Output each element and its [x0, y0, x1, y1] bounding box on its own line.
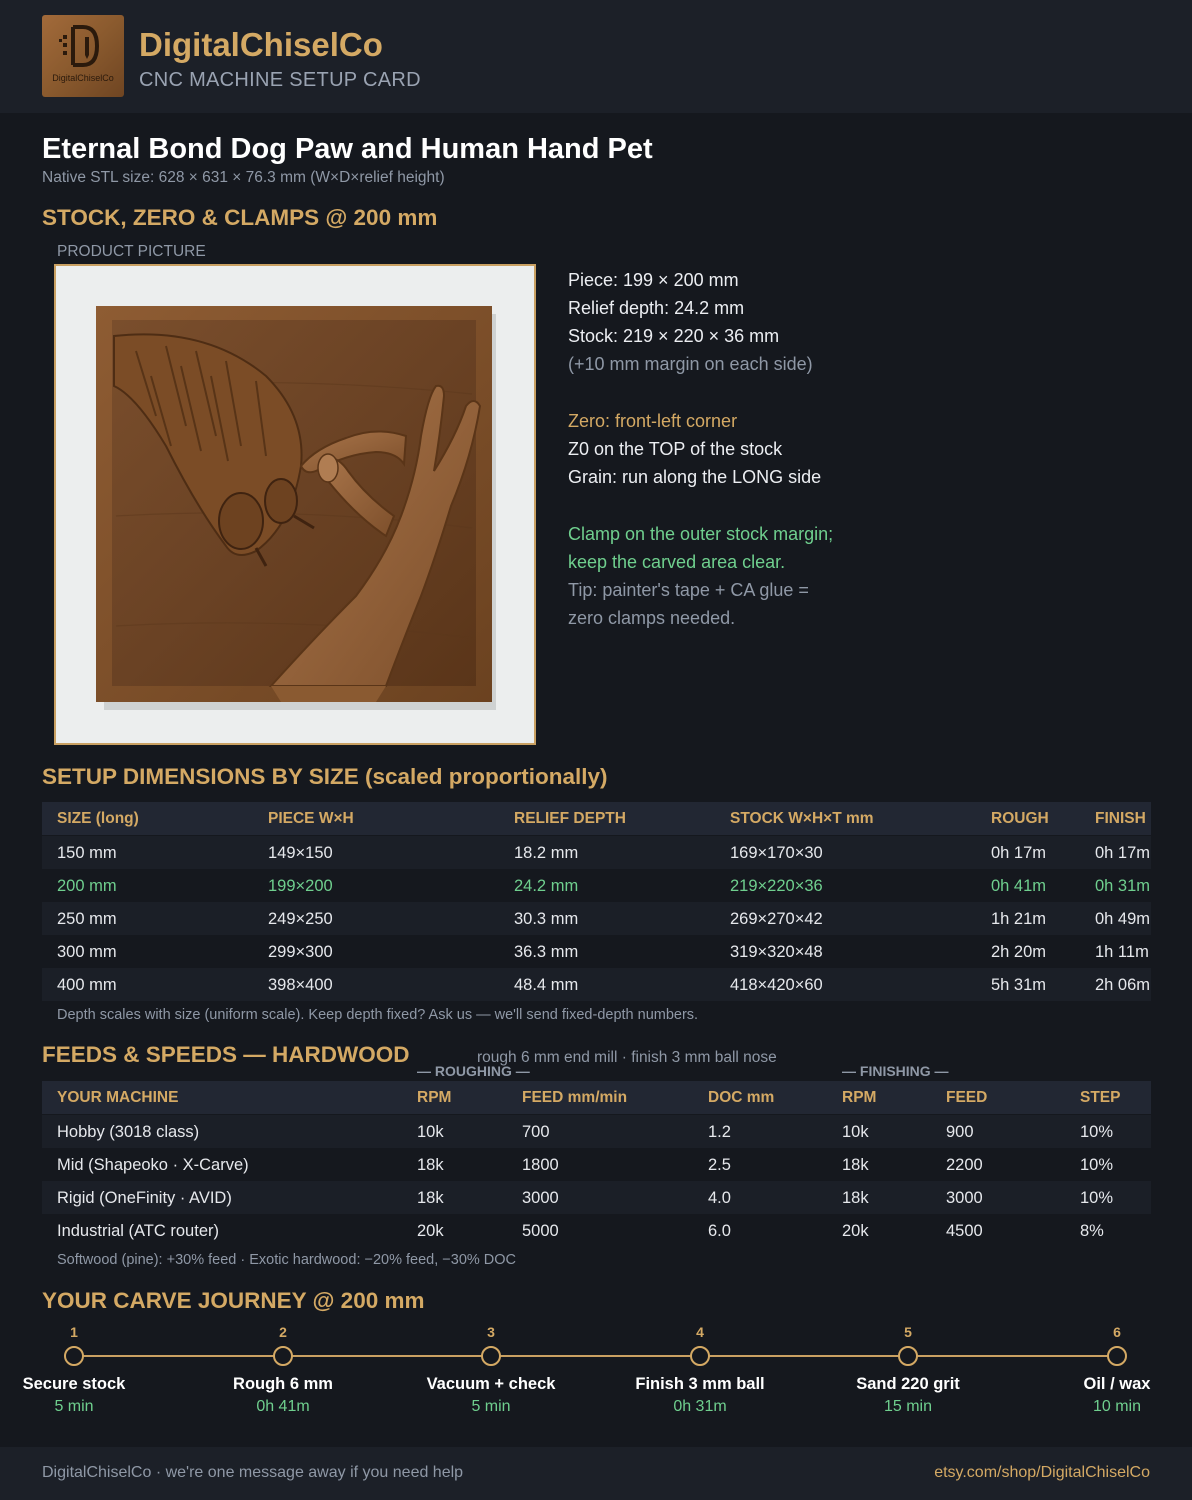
feeds-header-row: [42, 1081, 1151, 1114]
cell-step: 10%: [1080, 1189, 1114, 1207]
cell-step: 8%: [1080, 1222, 1104, 1240]
cell-piece: 398×400: [268, 976, 333, 994]
cell-feed: 700: [522, 1123, 550, 1141]
stock-piece: Piece: 199 × 200 mm: [568, 270, 739, 290]
step-dot: [690, 1346, 710, 1366]
col-rough-rpm: RPM: [417, 1089, 452, 1106]
cell-rough: 0h 41m: [991, 877, 1047, 895]
step-label: Sand 220 grit: [856, 1375, 960, 1393]
cell-feed: 5000: [522, 1222, 559, 1240]
cell-machine: Industrial (ATC router): [57, 1222, 219, 1240]
table-row: [42, 1181, 1151, 1214]
stock-size: Stock: 219 × 220 × 36 mm: [568, 326, 780, 346]
col-finish-rpm: RPM: [842, 1089, 877, 1106]
step-label: Rough 6 mm: [233, 1375, 333, 1393]
cell-stock: 418×420×60: [730, 976, 823, 994]
step-dot: [481, 1346, 501, 1366]
journey-timeline: [74, 1355, 1118, 1357]
cell-stock: 169×170×30: [730, 844, 823, 862]
col-finish-feed: FEED: [946, 1089, 988, 1106]
step-number: 2: [279, 1324, 287, 1340]
step-time: 0h 41m: [256, 1398, 310, 1415]
col-size: SIZE (long): [57, 810, 139, 827]
step-label: Finish 3 mm ball: [635, 1375, 765, 1393]
step-time: 10 min: [1092, 1398, 1142, 1415]
step-label: Oil / wax: [1083, 1375, 1151, 1393]
cell-finish: 0h 17m: [1095, 844, 1151, 862]
cell-doc: 1.2: [708, 1123, 731, 1141]
step-label: Secure stock: [22, 1375, 126, 1393]
brand-logo: [42, 15, 124, 97]
chisel-logo-icon: [59, 21, 107, 71]
step-dot: [898, 1346, 918, 1366]
step-number: 1: [70, 1324, 78, 1340]
cell-rough: 0h 17m: [991, 844, 1047, 862]
cell-doc: 6.0: [708, 1222, 731, 1240]
dims-note: Depth scales with size (uniform scale). Keep depth fixed? Ask us — we'll send fixed-depth numbers.: [57, 1007, 699, 1023]
cell-rpm: 18k: [417, 1189, 444, 1207]
shop-link[interactable]: etsy.com/shop/DigitalChiselCo: [934, 1464, 1150, 1481]
product-picture: [54, 264, 536, 745]
cell-size: 250 mm: [57, 910, 117, 928]
step-number: 5: [904, 1324, 912, 1340]
col-doc: DOC mm: [708, 1089, 775, 1106]
grain-note: Grain: run along the LONG side: [568, 467, 822, 487]
cell-relief: 30.3 mm: [514, 910, 579, 928]
feeds-note: Softwood (pine): +30% feed · Exotic hardwood: −20% feed, −30% DOC: [57, 1252, 517, 1268]
cell-rpm: 10k: [842, 1123, 869, 1141]
step-dot: [1107, 1346, 1127, 1366]
cell-finish: 2h 06m: [1095, 976, 1151, 994]
cell-feed: 1800: [522, 1156, 559, 1174]
cell-feed: 900: [946, 1123, 974, 1141]
cell-relief: 24.2 mm: [514, 877, 579, 895]
product-picture-label: PRODUCT PICTURE: [57, 243, 206, 260]
cell-rpm: 10k: [417, 1123, 444, 1141]
cell-step: 10%: [1080, 1156, 1114, 1174]
logo-text: DigitalChiselCo: [52, 73, 114, 83]
step-number: 6: [1113, 1324, 1121, 1340]
col-relief: RELIEF DEPTH: [514, 810, 626, 827]
clamp-note-1: Clamp on the outer stock margin;: [568, 524, 834, 544]
step-time: 15 min: [883, 1398, 933, 1415]
finishing-group-label: — FINISHING —: [842, 1063, 949, 1079]
table-row: [42, 902, 1151, 935]
cell-rpm: 18k: [417, 1156, 444, 1174]
cell-size: 200 mm: [57, 877, 117, 895]
step-number: 3: [487, 1324, 495, 1340]
cell-piece: 299×300: [268, 943, 333, 961]
cell-machine: Hobby (3018 class): [57, 1123, 200, 1141]
cell-feed: 3000: [946, 1189, 983, 1207]
cell-stock: 319×320×48: [730, 943, 823, 961]
z0-note: Z0 on the TOP of the stock: [568, 439, 783, 459]
footer: [0, 1447, 1192, 1500]
zero-point: Zero: front-left corner: [568, 411, 738, 431]
tip-2: zero clamps needed.: [568, 608, 736, 628]
feeds-heading: FEEDS & SPEEDS — HARDWOOD: [42, 1042, 410, 1067]
cell-piece: 249×250: [268, 910, 333, 928]
card-subtitle: CNC MACHINE SETUP CARD: [139, 69, 421, 91]
clamp-note-2: keep the carved area clear.: [568, 552, 786, 572]
cell-doc: 4.0: [708, 1189, 731, 1207]
step-time: 5 min: [54, 1398, 94, 1415]
table-row: [42, 1214, 1151, 1247]
cell-finish: 0h 31m: [1095, 877, 1151, 895]
step-time: 5 min: [471, 1398, 511, 1415]
step-label: Vacuum + check: [426, 1375, 556, 1393]
journey-heading: YOUR CARVE JOURNEY @ 200 mm: [42, 1288, 425, 1313]
table-row: [42, 968, 1151, 1001]
cell-finish: 1h 11m: [1095, 943, 1149, 961]
product-title: Eternal Bond Dog Paw and Human Hand Pet: [42, 133, 653, 165]
stock-heading: STOCK, ZERO & CLAMPS @ 200 mm: [42, 205, 438, 230]
table-row-highlighted: [42, 869, 1151, 902]
dims-header-row: [42, 802, 1151, 835]
cell-rough: 1h 21m: [991, 910, 1047, 928]
dims-heading: SETUP DIMENSIONS BY SIZE (scaled proportionally): [42, 764, 608, 789]
carving-illustration: [56, 266, 534, 743]
step-dot: [273, 1346, 293, 1366]
col-finish: FINISH: [1095, 810, 1146, 827]
cell-doc: 2.5: [708, 1156, 731, 1174]
table-row: [42, 1115, 1151, 1148]
cell-rpm: 18k: [842, 1189, 869, 1207]
cell-machine: Rigid (OneFinity · AVID): [57, 1189, 232, 1207]
tip-1: Tip: painter's tape + CA glue =: [568, 580, 809, 600]
cell-size: 150 mm: [57, 844, 117, 862]
stock-relief: Relief depth: 24.2 mm: [568, 298, 745, 318]
step-number: 4: [696, 1324, 704, 1340]
cell-rough: 2h 20m: [991, 943, 1047, 961]
cell-step: 10%: [1080, 1123, 1114, 1141]
cell-piece: 199×200: [268, 877, 333, 895]
cell-relief: 36.3 mm: [514, 943, 579, 961]
cell-feed: 3000: [522, 1189, 559, 1207]
cell-relief: 18.2 mm: [514, 844, 579, 862]
cell-stock: 219×220×36: [730, 877, 823, 895]
col-machine: YOUR MACHINE: [57, 1089, 179, 1106]
cell-relief: 48.4 mm: [514, 976, 579, 994]
cell-stock: 269×270×42: [730, 910, 823, 928]
roughing-group-label: — ROUGHING —: [417, 1063, 530, 1079]
cell-feed: 4500: [946, 1222, 983, 1240]
col-rough: ROUGH: [991, 810, 1049, 827]
cell-rpm: 20k: [417, 1222, 444, 1240]
cell-rpm: 18k: [842, 1156, 869, 1174]
native-size: Native STL size: 628 × 631 × 76.3 mm (W×D×relief height): [42, 169, 445, 186]
cell-machine: Mid (Shapeoko · X-Carve): [57, 1156, 249, 1174]
col-piece: PIECE W×H: [268, 810, 354, 827]
cell-rough: 5h 31m: [991, 976, 1047, 994]
cell-piece: 149×150: [268, 844, 333, 862]
cell-size: 400 mm: [57, 976, 117, 994]
step-dot: [64, 1346, 84, 1366]
col-stock: STOCK W×H×T mm: [730, 810, 874, 827]
col-rough-feed: FEED mm/min: [522, 1089, 628, 1106]
step-time: 0h 31m: [673, 1398, 727, 1415]
cell-finish: 0h 49m: [1095, 910, 1151, 928]
table-row: [42, 836, 1151, 869]
col-step: STEP: [1080, 1089, 1121, 1106]
table-row: [42, 1148, 1151, 1181]
stock-margin: (+10 mm margin on each side): [568, 354, 813, 374]
table-row: [42, 935, 1151, 968]
cell-feed: 2200: [946, 1156, 983, 1174]
cell-rpm: 20k: [842, 1222, 869, 1240]
tools-note: rough 6 mm end mill · finish 3 mm ball nose: [477, 1049, 777, 1066]
header: [0, 0, 1192, 113]
brand-name: DigitalChiselCo: [139, 26, 383, 63]
footer-help-text: DigitalChiselCo · we're one message away if you need help: [42, 1464, 464, 1481]
cell-size: 300 mm: [57, 943, 117, 961]
